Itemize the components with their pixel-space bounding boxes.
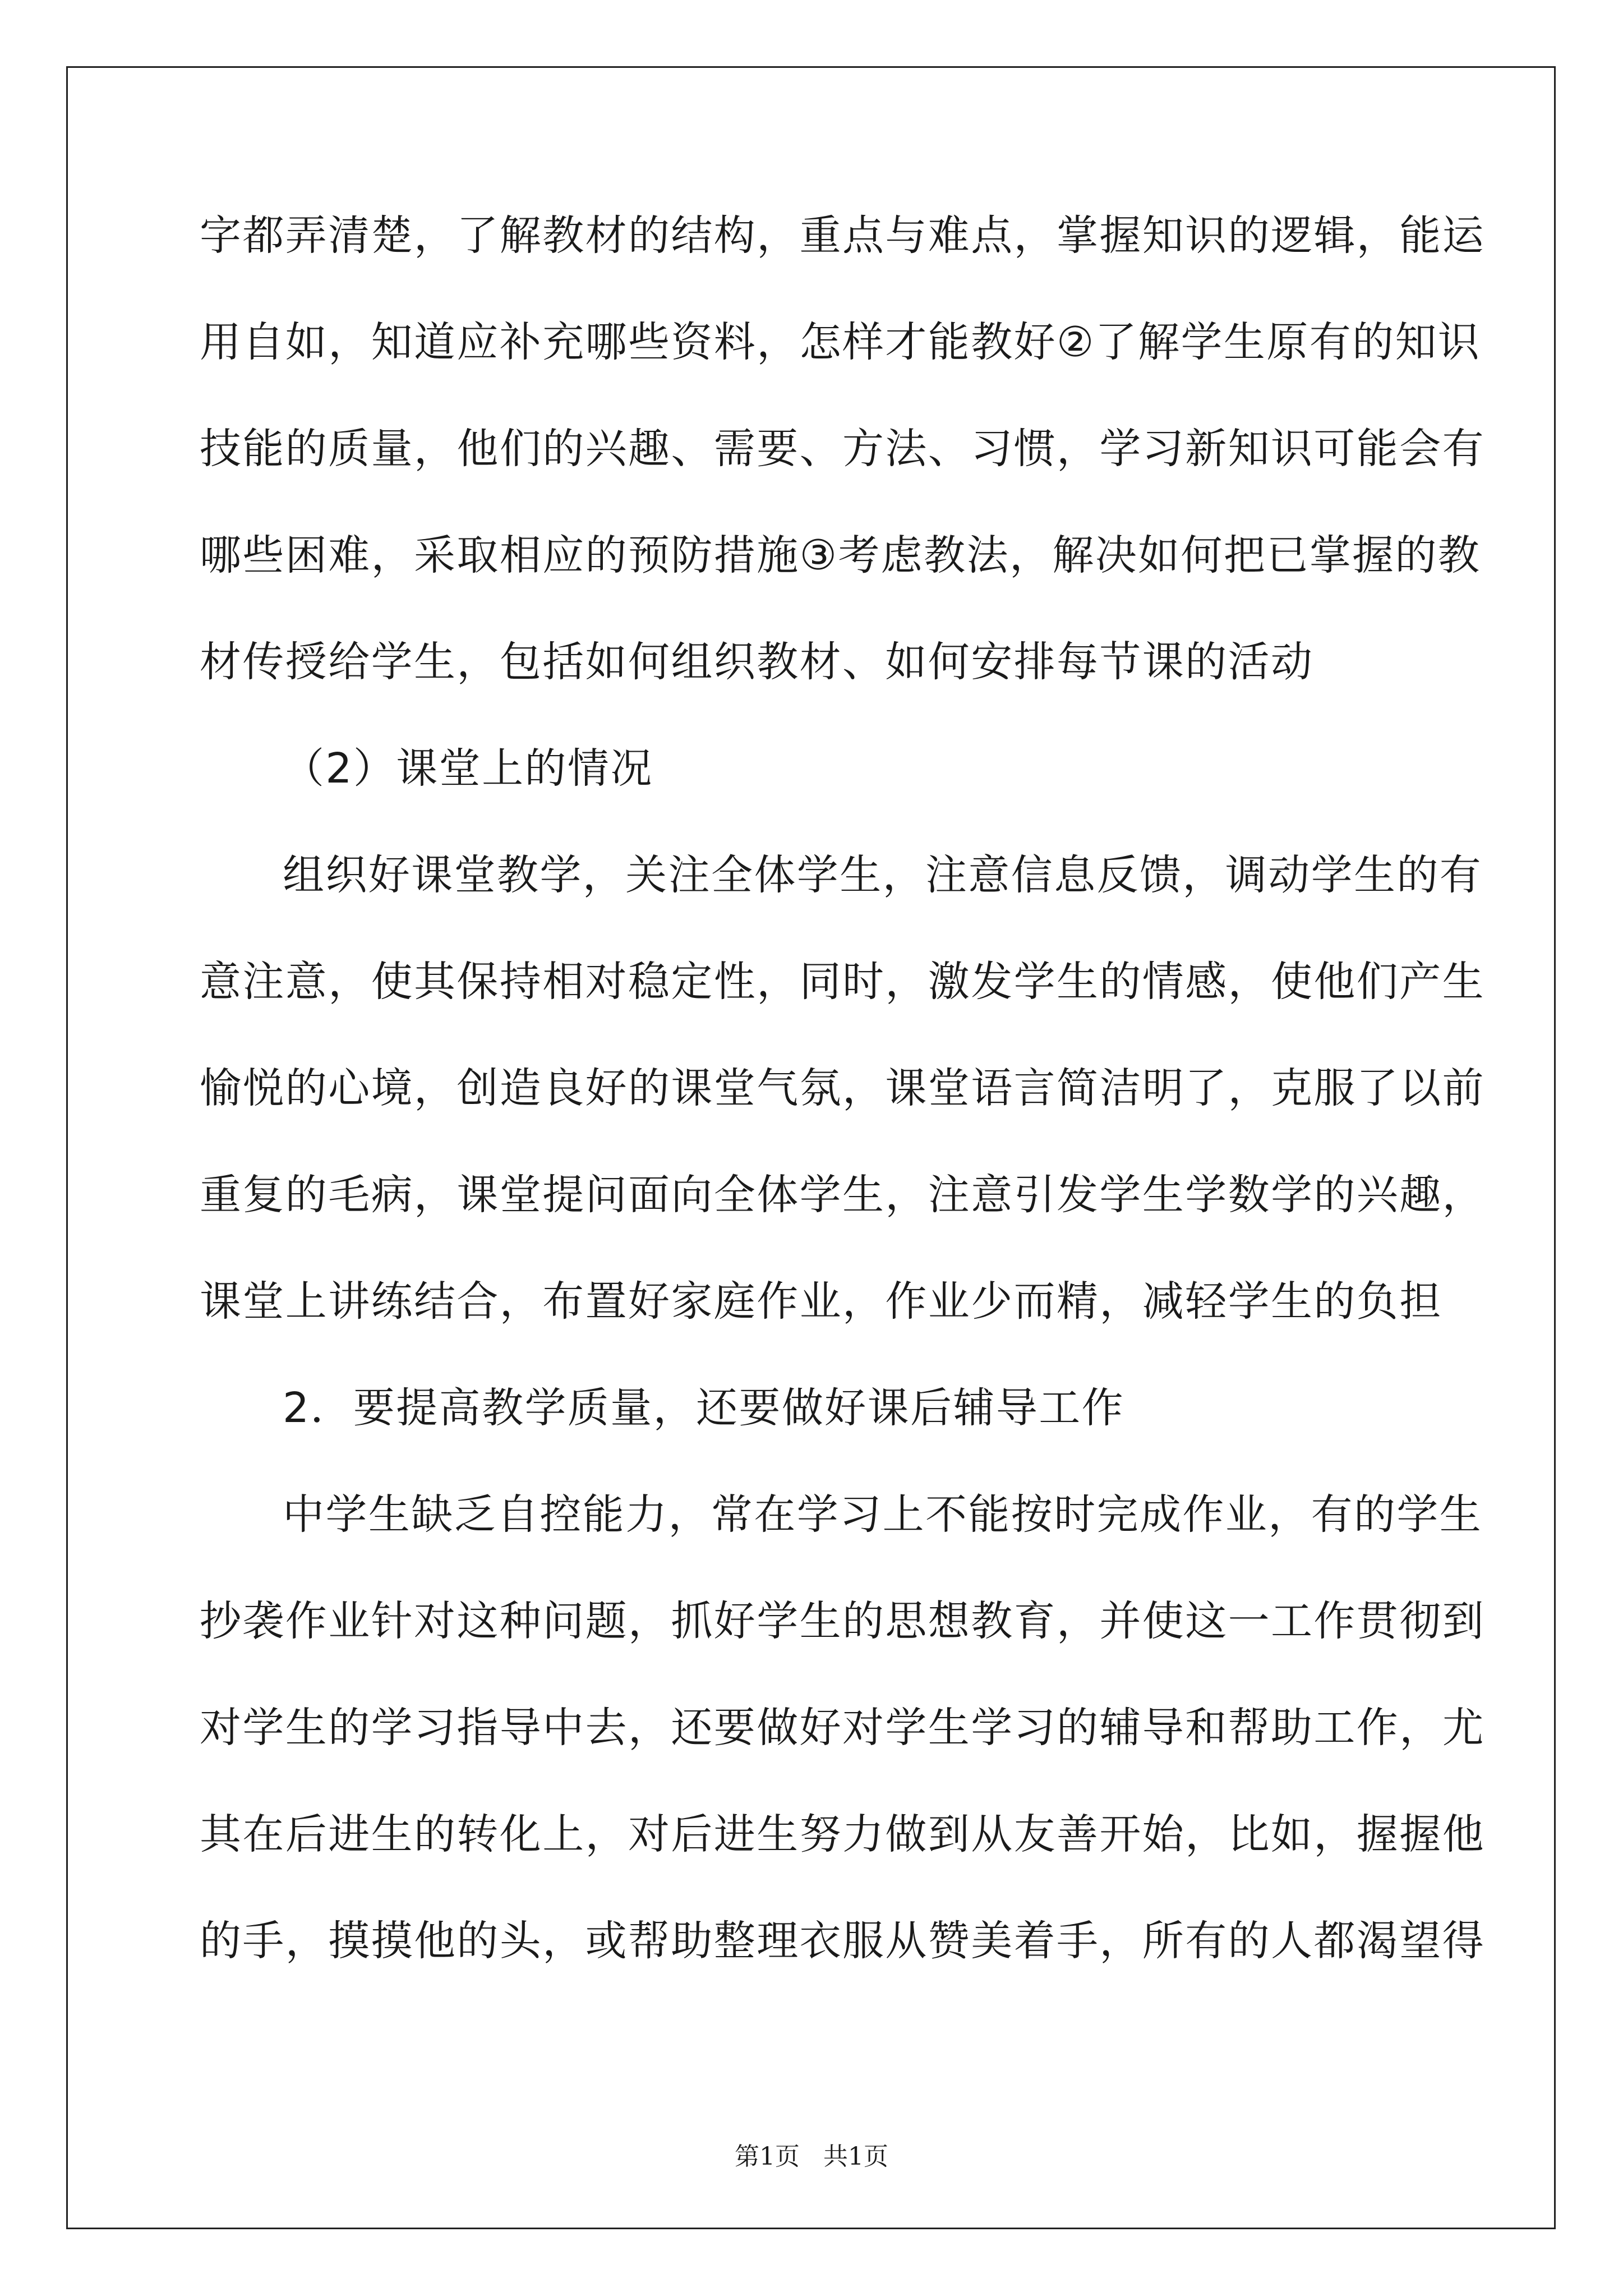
text-line: 哪些困难，采取相应的预防措施③考虑教法，解决如何把已掌握的教 bbox=[200, 531, 1481, 579]
text-line: 用自如，知道应补充哪些资料，怎样才能教好②了解学生原有的知识 bbox=[200, 318, 1481, 366]
page-footer: 第1页 共1页 bbox=[735, 2142, 888, 2171]
text-line: 技能的质量，他们的兴趣、需要、方法、习惯，学习新知识可能会有 bbox=[200, 425, 1485, 473]
text-line: 2．要提高教学质量，还要做好课后辅导工作 bbox=[283, 1384, 1125, 1432]
text-line: 组织好课堂教学，关注全体学生，注意信息反馈，调动学生的有 bbox=[283, 851, 1483, 899]
text-line: 其在后进生的转化上，对后进生努力做到从友善开始，比如，握握他 bbox=[200, 1810, 1485, 1858]
document-body bbox=[200, 208, 1485, 2019]
text-line: 对学生的学习指导中去，还要做好对学生学习的辅导和帮助工作，尤 bbox=[200, 1704, 1485, 1752]
text-line: 重复的毛病，课堂提问面向全体学生，注意引发学生学数学的兴趣， bbox=[200, 1171, 1485, 1219]
text-line: 意注意，使其保持相对稳定性，同时，激发学生的情感，使他们产生 bbox=[200, 958, 1485, 1006]
text-line: （2）课堂上的情况 bbox=[283, 744, 653, 793]
text-line: 材传授给学生，包括如何组织教材、如何安排每节课的活动 bbox=[200, 638, 1314, 686]
text-line: 愉悦的心境，创造良好的课堂气氛，课堂语言简洁明了，克服了以前 bbox=[200, 1064, 1485, 1112]
text-line: 字都弄清楚，了解教材的结构，重点与难点，掌握知识的逻辑，能运 bbox=[200, 211, 1485, 260]
text-line: 的手，摸摸他的头，或帮助整理衣服从赞美着手，所有的人都渴望得 bbox=[200, 1917, 1485, 1965]
text-line: 课堂上讲练结合，布置好家庭作业，作业少而精，减轻学生的负担 bbox=[200, 1277, 1442, 1326]
text-line: 抄袭作业针对这种问题，抓好学生的思想教育，并使这一工作贯彻到 bbox=[200, 1597, 1485, 1645]
text-line: 中学生缺乏自控能力，常在学习上不能按时完成作业，有的学生 bbox=[283, 1490, 1483, 1539]
